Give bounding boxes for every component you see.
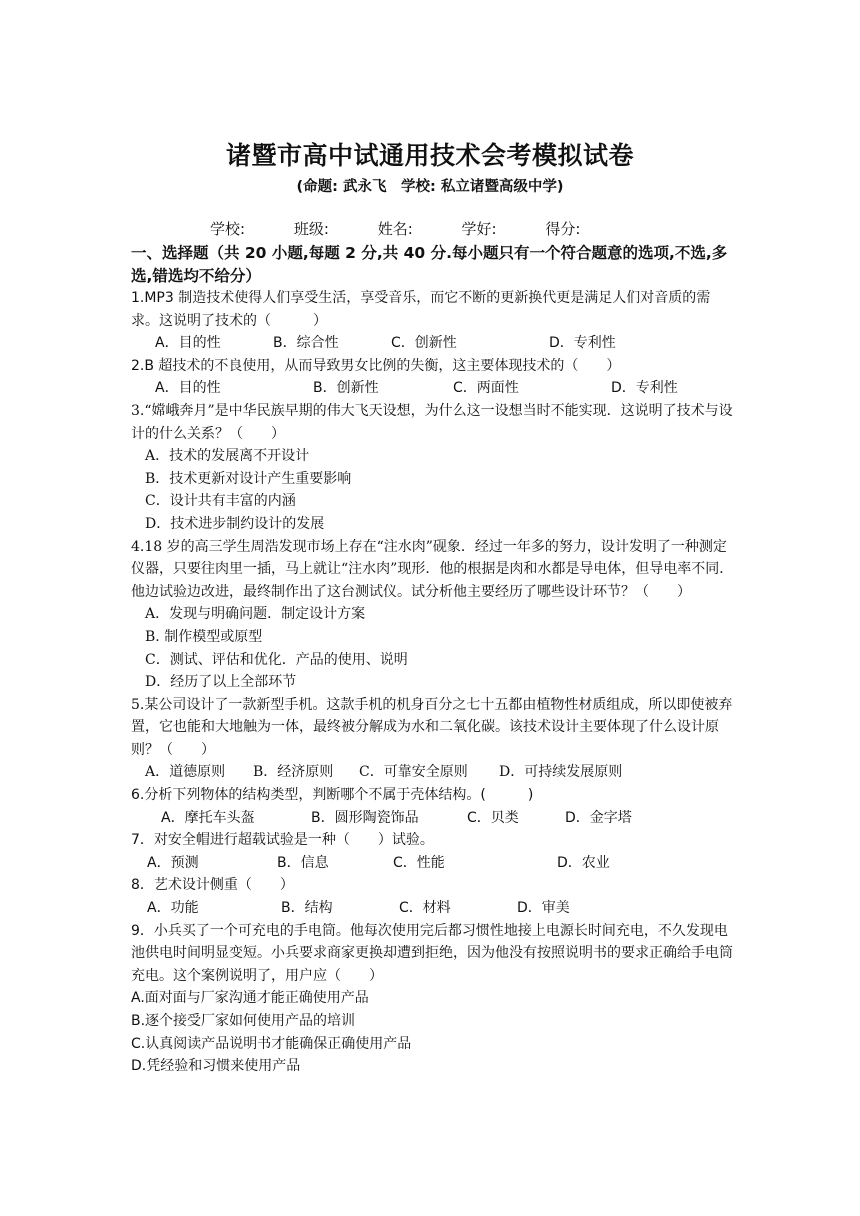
option-d: D．可持续发展原则: [499, 764, 623, 781]
info-score: 得分:: [545, 220, 581, 238]
option-c: C．可靠安全原则: [359, 764, 468, 781]
option-a: A．预测: [147, 854, 199, 871]
info-school: 学校:: [210, 220, 246, 238]
question-9-option-c: C.认真阅读产品说明书才能确保正确使用产品: [131, 1035, 412, 1052]
question-9-option-d: D.凭经验和习惯来使用产品: [131, 1058, 301, 1075]
option-c: C．两面性: [453, 380, 519, 397]
option-a: A．目的性: [155, 380, 221, 397]
option-d: D．专利性: [611, 380, 678, 397]
question-8: 8．艺术设计侧重（ ）: [131, 877, 294, 894]
question-4-option-c: C．测试、评估和优化．产品的使用、说明: [145, 651, 408, 668]
option-b: B．结构: [281, 900, 333, 917]
info-name: 姓名:: [377, 220, 413, 238]
exam-content: [131, 242, 735, 1078]
option-b: B．圆形陶瓷饰品: [311, 809, 419, 826]
question-1: 1.MP3 制造技术使得人们享受生活，享受音乐，而它不断的更新换代更是满足人们对音质的需求。这说明了技术的（ ）: [131, 290, 711, 329]
option-a: A．目的性: [155, 335, 221, 352]
question-4-option-a: A．发现与明确问题．制定设计方案: [145, 606, 366, 623]
question-5: 5.某公司设计了一款新型手机。这款手机的机身百分之七十五都由植物性材质组成，所以即使被弃置，它也能和大地触为一体，最终被分解成为水和二氧化碳。该技术设计主要体现了什么设计原则？（ ）: [131, 696, 733, 758]
question-7: 7．对安全帽进行超载试验是一种（ ）试验。: [131, 832, 434, 849]
question-9: 9．小兵买了一个可充电的手电筒。他每次使用完后都习惯性地接上电源长时间充电，不久发现电池供电时间明显变短。小兵要求商家更换却遭到拒绝，因为他没有按照说明书的要求正确给手电筒充电。这个案例说明了，用户应（ ）: [131, 922, 733, 984]
section-heading: 一、选择题（共 20 小题,每题 2 分,共 40 分.每小题只有一个符合题意的选项,不选,多选,错选均不给分）: [131, 244, 728, 285]
question-8-options: [131, 897, 735, 920]
question-3-option-d: D．技术进步制约设计的发展: [145, 515, 325, 532]
question-6: 6.分析下列物体的结构类型，判断哪个不属于壳体结构。( ): [131, 787, 534, 804]
option-a: A．道德原则: [145, 764, 226, 781]
question-4: 4.18 岁的高三学生周浩发现市场上存在“注水肉”砚象．经过一年多的努力，设计发明了一种测定仪器，只要往肉里一插，马上就让“注水肉”现形．他的根据是肉和水都是导电体，但导电率不同．他边试验边改进，最终制作出了这台测试仪。试分析他主要经历了哪些设计环节？（ ）: [131, 538, 734, 600]
question-4-option-d: D．经历了以上全部环节: [145, 674, 297, 691]
option-b: B．创新性: [313, 380, 379, 397]
question-9-option-b: B.逐个接受厂家如何使用产品的培训: [131, 1013, 356, 1029]
page-title: 诸暨市高中试通用技术会考模拟试卷: [225, 141, 634, 170]
option-d: D．审美: [517, 900, 570, 917]
page-subtitle: (命题: 武永飞 学校: 私立诸暨高级中学): [296, 179, 564, 195]
option-a: A．摩托车头盔: [161, 809, 255, 826]
question-3: 3.“嫦峨奔月”是中华民族早期的伟大飞天设想，为什么这一设想当时不能实现．这说明了技术与设计的什么关系？（ ）: [131, 402, 733, 442]
question-3-option-b: B．技术更新对设计产生重要影响: [145, 470, 352, 487]
question-6-options: [131, 807, 735, 830]
option-b: B．信息: [277, 854, 329, 871]
option-c: C．贝类: [467, 809, 519, 826]
info-class: 班级:: [293, 220, 329, 238]
option-b: B．综合性: [273, 335, 339, 352]
option-c: C．创新性: [391, 335, 457, 352]
question-2: 2.B 超技术的不良使用，从而导致男女比例的失衡，这主要体现技术的（ ）: [131, 357, 621, 374]
option-d: D．农业: [557, 854, 610, 871]
question-3-option-a: A．技术的发展离不开设计: [145, 448, 310, 465]
option-d: D．专利性: [549, 335, 616, 352]
student-info-line: [210, 218, 624, 239]
question-1-options: [131, 332, 735, 355]
option-c: C．性能: [393, 854, 445, 871]
question-4-option-b: B. 制作模型或原型: [145, 628, 263, 645]
info-number: 学好:: [461, 220, 497, 238]
question-7-options: [131, 852, 735, 875]
option-b: B．经济原则: [253, 764, 334, 781]
option-a: A．功能: [147, 900, 199, 917]
question-9-option-a: A.面对面与厂家沟通才能正确使用产品: [131, 990, 369, 1007]
question-5-options: [131, 761, 735, 784]
question-2-options: [131, 377, 735, 400]
option-d: D．金字塔: [565, 809, 632, 826]
question-3-option-c: C．设计共有丰富的内涵: [145, 493, 296, 510]
option-c: C．材料: [399, 900, 451, 917]
